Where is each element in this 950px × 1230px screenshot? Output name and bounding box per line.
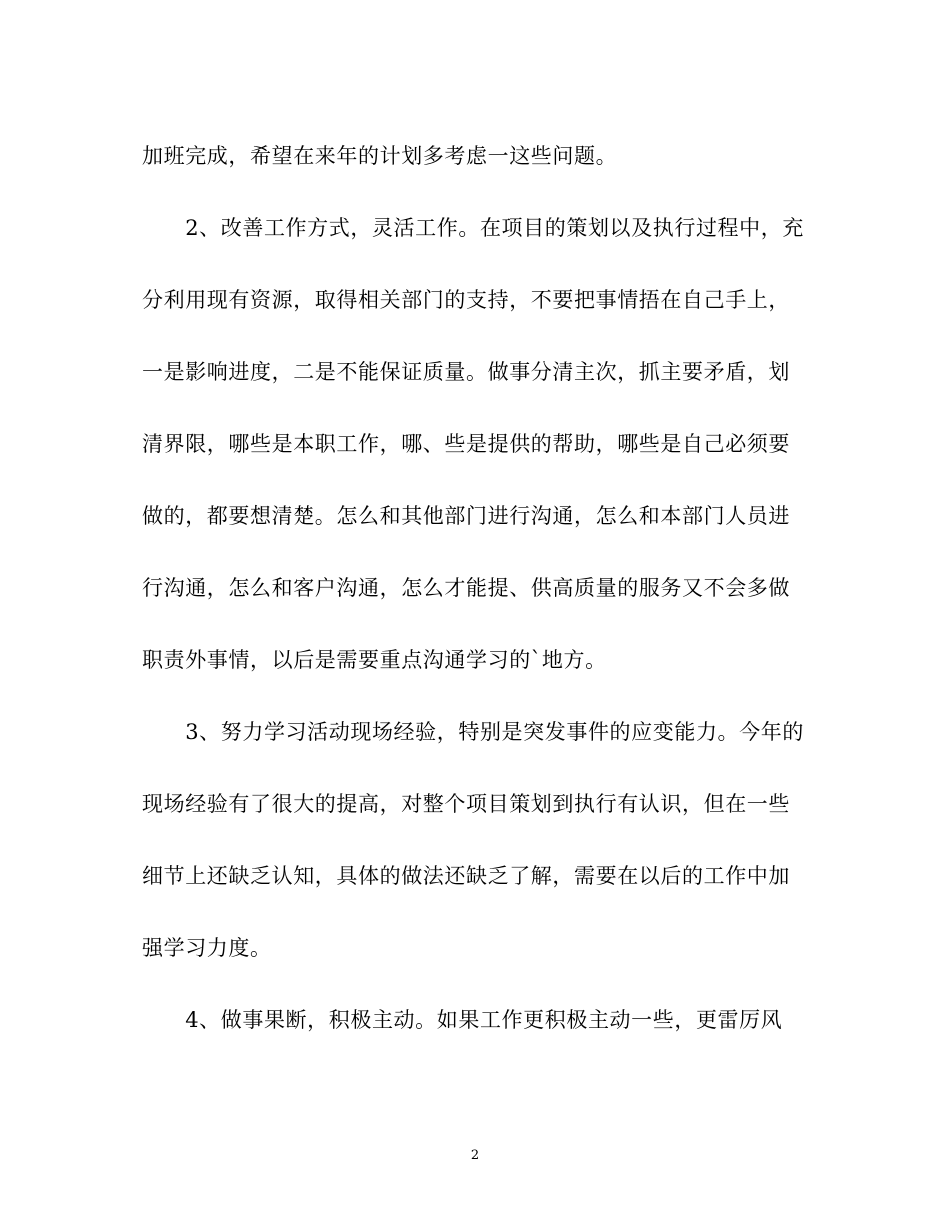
text-line: 4、做事果断，积极主动。如果工作更积极主动一些，更雷厉风	[142, 1008, 783, 1032]
text-line: 细节上还缺乏认知，具体的做法还缺乏了解，需要在以后的工作中加	[142, 864, 790, 888]
text-line: 一是影响进度，二是不能保证质量。做事分清主次，抓主要矛盾，划	[142, 360, 790, 384]
text-line: 3、努力学习活动现场经验，特别是突发事件的应变能力。今年的	[142, 720, 804, 744]
page-number: 2	[470, 1148, 480, 1163]
text-line: 现场经验有了很大的提高，对整个项目策划到执行有认识，但在一些	[142, 792, 790, 816]
text-line: 强学习力度。	[142, 936, 272, 960]
text-line: 行沟通，怎么和客户沟通，怎么才能提、供高质量的服务又不会多做	[142, 576, 790, 600]
text-line: 加班完成，希望在来年的计划多考虑一这些问题。	[142, 144, 618, 168]
text-line: 2、改善工作方式，灵活工作。在项目的策划以及执行过程中，充	[142, 216, 804, 240]
text-line: 做的，都要想清楚。怎么和其他部门进行沟通，怎么和本部门人员进	[142, 504, 790, 528]
text-line: 职责外事情，以后是需要重点沟通学习的`地方。	[142, 648, 607, 672]
text-line: 清界限，哪些是本职工作，哪、些是提供的帮助，哪些是自己必须要	[142, 432, 790, 456]
text-line: 分利用现有资源，取得相关部门的支持，不要把事情捂在自己手上，	[142, 288, 790, 312]
